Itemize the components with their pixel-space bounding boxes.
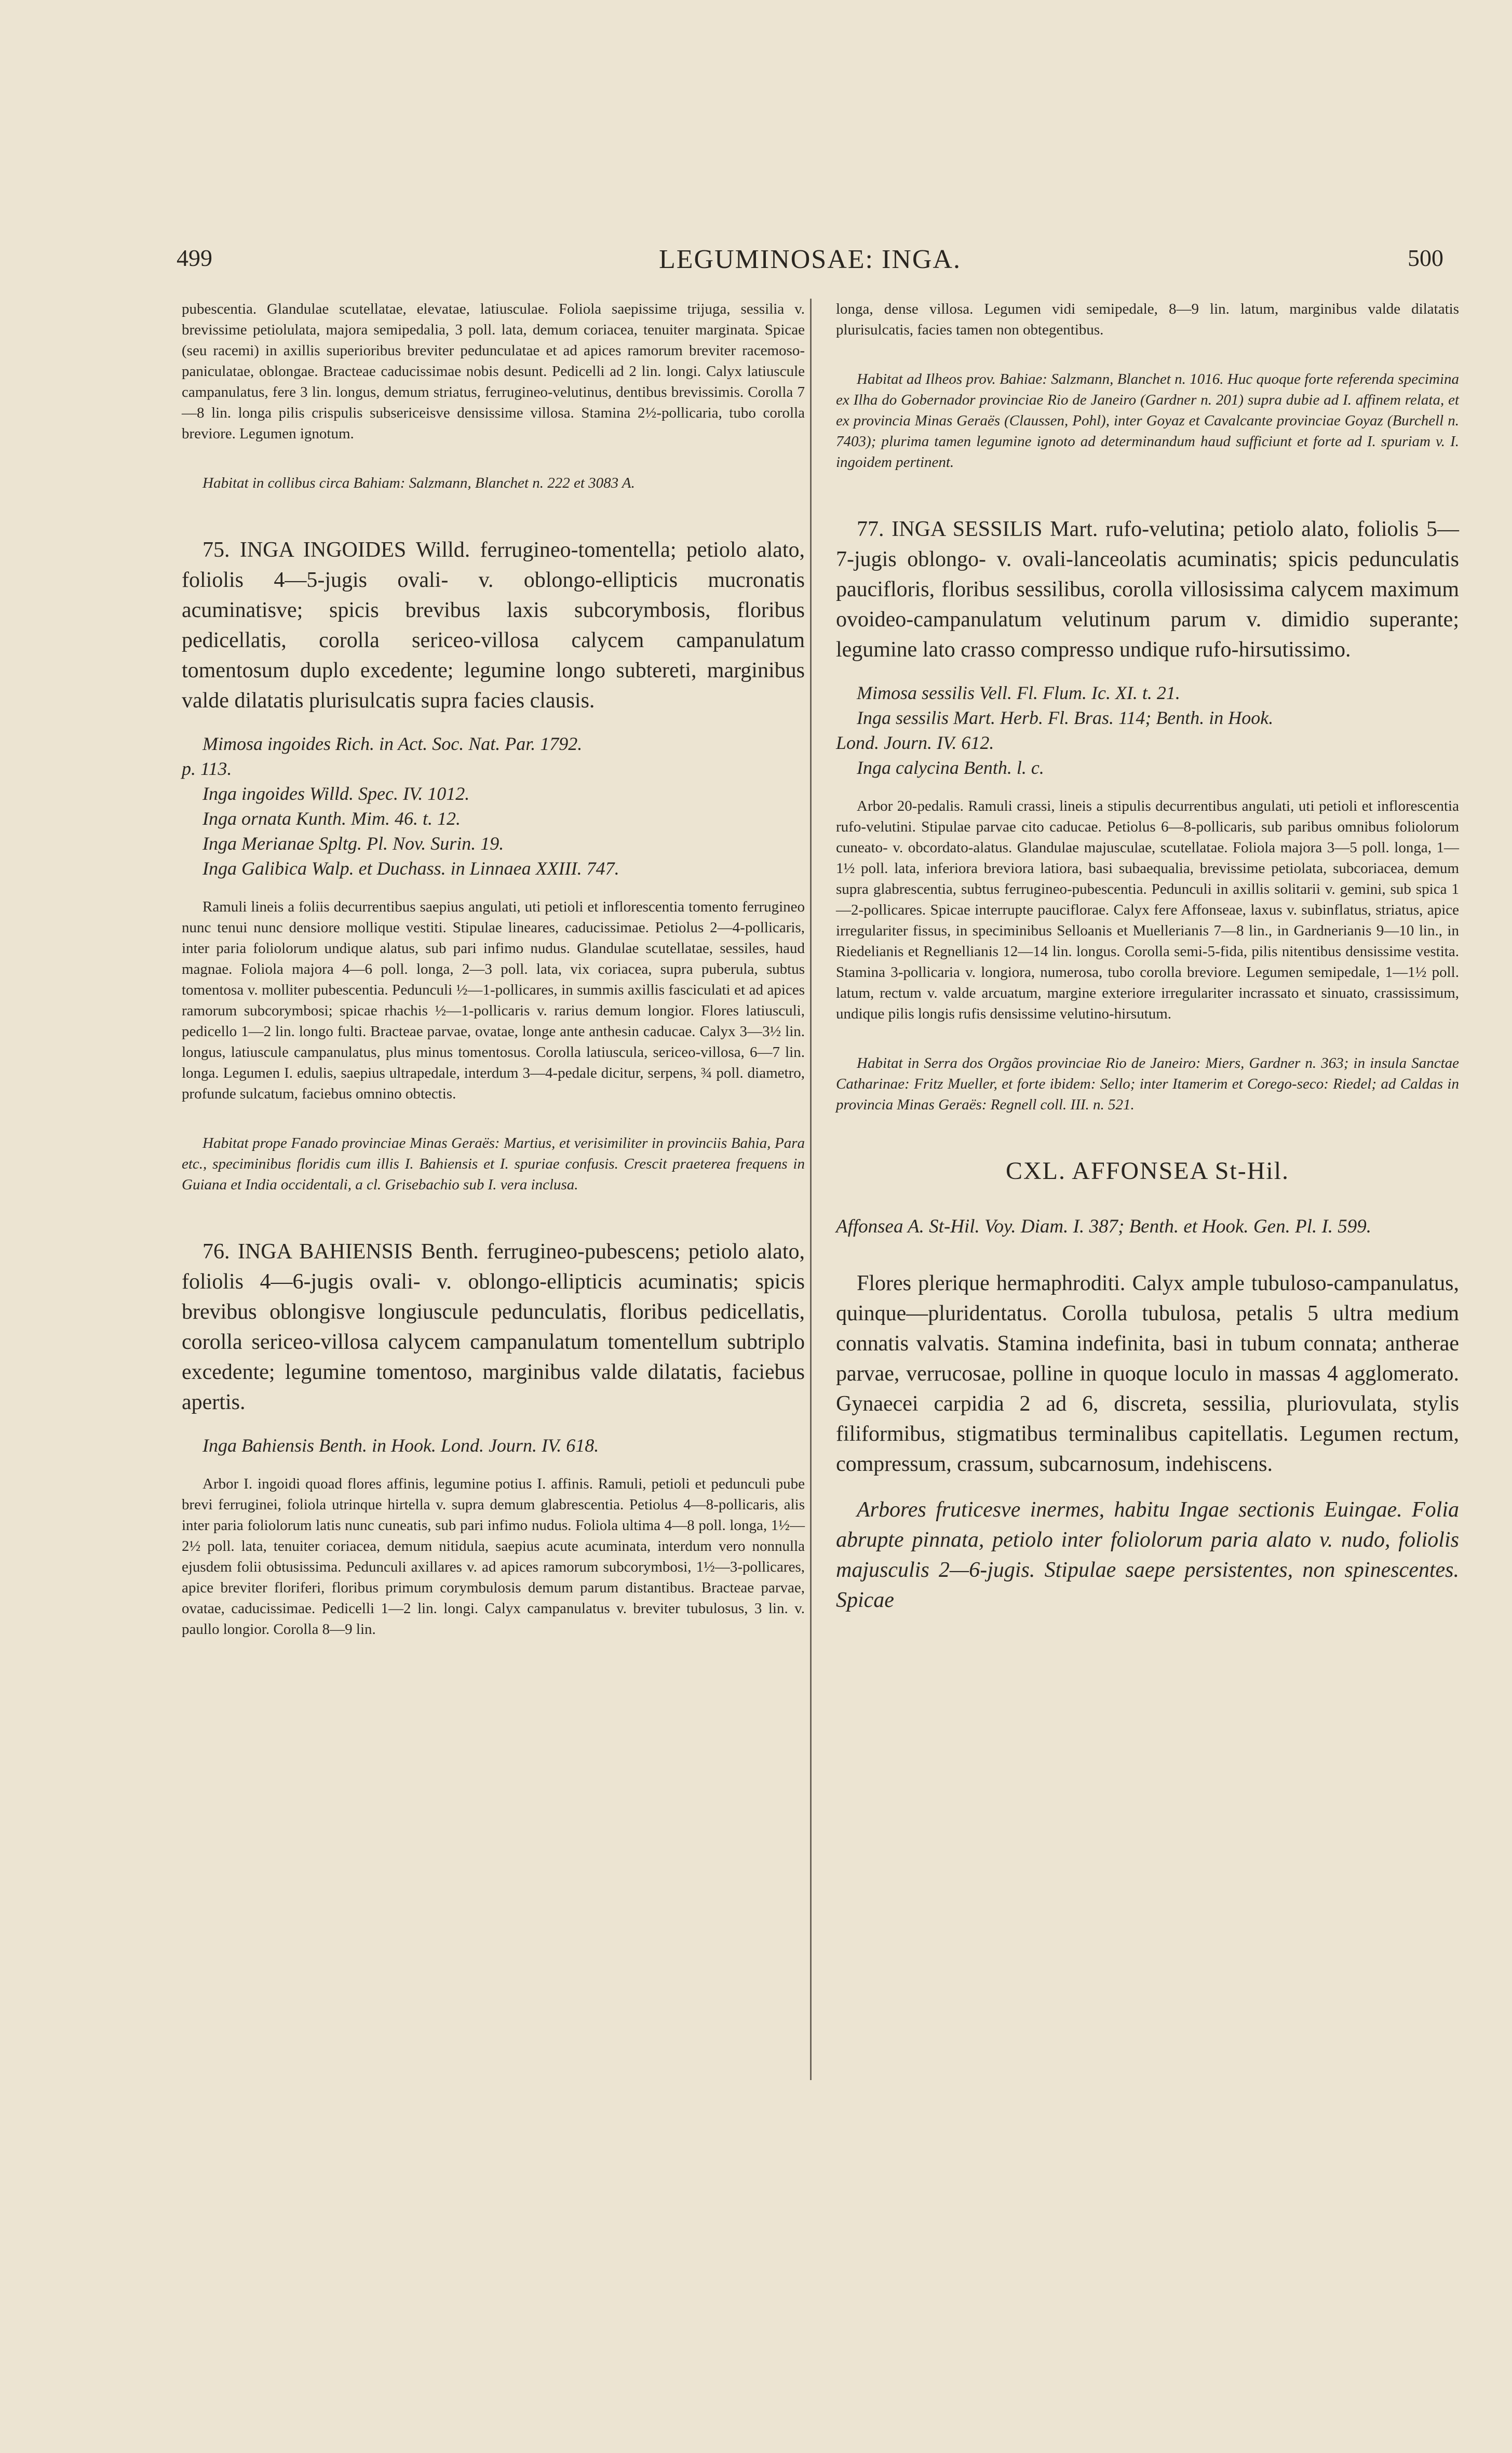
genus-habit: Arbores fruticesve inermes, habitu Ingae sectionis Euingae. Folia abrupte pinnata, petiolo inter foliolorum paria alato v. nudo, foliolis majusculis 2—6-jugis. Stipulae saepe persistentes, non spinescentes. Spicae (836, 1498, 1459, 1612)
right-continued-description: longa, dense villosa. Legumen vidi semipedale, 8—9 lin. latum, marginibus valde dilatatis plurisulcatis, facies tamen non obtegentibus. (836, 301, 1459, 338)
synonym-line: Inga ornata Kunth. Mim. 46. t. 12. (203, 808, 461, 829)
genus-description: Flores plerique hermaphroditi. Calyx ample tubuloso-campanulatus, quinque—pluridentatus. Corolla tubulosa, petalis 5 ultra medium connatis valvatis. Stamina indefinita, basi in tubum connata; antherae parvae, verrucosae, polline in quoque loculo in massas 4 agglomerato. Gynaecei carpidia 2 ad 6, discreta, sessilia, pluriovulata, stylis filiformibus, stigmatibus terminalibus capitellatis. Legumen rectum, compressum, crassum, subcarnosum, indehiscens. (836, 1271, 1459, 1476)
synonym-line: Inga Merianae Spltg. Pl. Nov. Surin. 19. (203, 833, 504, 854)
species-77-heading: 77. INGA SESSILIS Mart. rufo-velutina; petiolo alato, foliolis 5—7-jugis oblongo- v. ovali-lanceolatis acuminatis; spicis pedunculatis paucifloris, floribus sessilibus, corolla villosissima calycem maximum ovoideo-campanulatum velutinum parum v. dimidio superante; legumine lato crasso compresso undique rufo-hirsutissimo. (836, 517, 1459, 662)
species-77-synonyms (836, 680, 1459, 780)
species-75-habitat: Habitat prope Fanado provinciae Minas Geraës: Martius, et verisimiliter in provinciis Bahia, Para etc., speciminibus floridis cum illis I. Bahiensis et I. spuriae confusis. Crescit praeterea frequens in Guiana et India occidentali, a cl. Grisebachio sub I. vera inclusa. (182, 1135, 805, 1193)
page-number-left: 499 (177, 245, 212, 271)
left-column (182, 299, 805, 1640)
synonym-line: Inga ingoides Willd. Spec. IV. 1012. (203, 783, 470, 804)
species-75-heading: 75. INGA INGOIDES Willd. ferrugineo-tomentella; petiolo alato, foliolis 4—5-jugis ovali- v. oblongo-ellipticis mucronatis acuminatisve; spicis brevibus laxis subcorymbosis, floribus pedicellatis, corolla sericeo-villosa calycem campanulatum tomentosum duplo excedente; legumine longo subtereti, marginibus valde dilatatis plurisulcatis supra facies clausis. (182, 538, 805, 713)
species-76-description: Arbor I. ingoidi quoad flores affinis, legumine potius I. affinis. Ramuli, petioli et pedunculi pube brevi ferruginei, foliola utrinque hirtella v. supra demum glabrescentia. Petiolus 4—8-pollicaris, alis inter paria foliolorum latis nunc cuneatis, sub pari infimo nudus. Foliola ultima 4—8 poll. longa, 1½—2½ poll. lata, tenuiter coriacea, demum nitidula, saepius acute acuminata, interdum vero nonnulla ejusdem folii obtusissima. Pedunculi axillares v. ad apices ramorum subcorymbosi, 1½—3-pollicares, apice breviter floriferi, floribus primum corymbulosis demum parum distantibus. Bracteae parvae, ovatae, caducissimae. Pedicelli 1—2 lin. longi. Calyx campanulatus v. breviter tubulosus, 3 lin. v. paullo longior. Corolla 8—9 lin. (182, 1476, 805, 1638)
synonym-line: Inga sessilis Mart. Herb. Fl. Bras. 114; Benth. in Hook. (857, 707, 1274, 728)
species-77-habitat: Habitat in Serra dos Orgãos provinciae Rio de Janeiro: Miers, Gardner n. 363; in insula Sanctae Catharinae: Fritz Mueller, et forte ibidem: Sello; inter Itamerim et Corego-seco: Riedel; ad Caldas in provincia Minas Geraës: Regnell coll. III. n. 521. (836, 1055, 1459, 1113)
running-title: LEGUMINOSAE: INGA. (659, 245, 961, 274)
left-habitat-note: Habitat in collibus circa Bahiam: Salzmann, Blanchet n. 222 et 3083 A. (203, 475, 635, 491)
right-habitat-note: Habitat ad Ilheos prov. Bahiae: Salzmann, Blanchet n. 1016. Huc quoque forte referenda specimina ex Ilha do Gobernador provinciae Rio de Janeiro (Gardner n. 201) supra dubie ad I. affinem relata, et ex provincia Minas Geraës (Claussen, Pohl), inter Goyaz et Cavalcante provinciae Goyaz (Burchell n. 7403); plurima tamen legumine ignoto ad determinandum haud sufficiunt et forte ad I. spuriam v. I. ingoidem pertinent. (836, 371, 1459, 471)
species-77-description: Arbor 20-pedalis. Ramuli crassi, lineis a stipulis decurrentibus angulati, uti petioli et inflorescentia rufo-velutini. Stipulae parvae cito caducae. Petiolus 6—8-pollicaris, sub paribus omnibus foliolorum cuneato- v. obcordato-alatus. Glandulae majusculae, scutellatae. Foliola majora 3—5 poll. longa, 1—1½ poll. lata, inferiora breviora latiora, basi subaequalia, brevissime petiolata, subcoriacea, demum supra glabrescentia, subtus ferrugineo-pubescentia. Pedunculi in axillis solitarii v. gemini, sub spica 1—2-pollicares. Spicae interrupte pauciflorae. Calyx fere Affonseae, laxus v. subinflatus, striatus, apice irregulariter fissus, in speciminibus Selloanis et Muellerianis 7—8 lin., in Gardnerianis 9—10 lin., in Riedelianis et Regnellianis 12—14 lin. longus. Corolla semi-5-fida, pilis nitentibus densissime vestita. Stamina 3-pollicaria v. longiora, numerosa, tubo corolla breviore. Legumen semipedale, 1—1½ poll. latum, rectum v. valde arcuatum, margine exteriore irregulariter incrassato et sinuato, crassissimum, undique pilis longis rufis densissime velutino-hirsutum. (836, 798, 1459, 1022)
synonym-line: Inga Bahiensis Benth. in Hook. Lond. Journ. IV. 618. (203, 1435, 599, 1456)
synonym-line: Lond. Journ. IV. 612. (836, 732, 994, 753)
species-76-synonyms (182, 1433, 805, 1458)
species-75-synonyms (182, 731, 805, 881)
right-column (836, 299, 1459, 1615)
left-continued-description: pubescentia. Glandulae scutellatae, elevatae, latiusculae. Foliola saepissime trijuga, sessilia v. brevissime petiolulata, majora semipedalia, 3 poll. lata, demum coriacea, tenuiter marginata. Spicae (seu racemi) in axillis superioribus breviter pedunculatae et ad apices ramorum breviter racemoso-paniculatae, oblongae. Bracteae caducissimae nobis desunt. Pedicelli ad 2 lin. longi. Calyx latiuscule campanulatus, fere 3 lin. longus, demum striatus, ferrugineo-velutinus, dentibus brevissimis. Corolla 7—8 lin. longa pilis crispulis subsericeisve densissime villosa. Stamina 2½-pollicaria, tubo corolla breviore. Legumen ignotum. (182, 301, 805, 442)
synonym-line: Mimosa sessilis Vell. Fl. Flum. Ic. XI. t. 21. (857, 682, 1180, 703)
species-76-heading: 76. INGA BAHIENSIS Benth. ferrugineo-pubescens; petiolo alato, foliolis 4—6-jugis ovali- v. oblongo-ellipticis acuminatis; spicis brevibus oblongisve longiuscule pedunculatis, floribus pedicellatis, corolla sericeo-villosa calycem campanulatum tomentellum subtriplo excedente; legumine tomentoso, marginibus valde dilatatis, faciebus apertis. (182, 1240, 805, 1414)
page-header (177, 244, 1443, 291)
synonym-line: Mimosa ingoides Rich. in Act. Soc. Nat. Par. 1792. (203, 733, 583, 754)
genus-reference: Affonsea A. St-Hil. Voy. Diam. I. 387; Benth. et Hook. Gen. Pl. I. 599. (836, 1216, 1372, 1237)
synonym-line: Inga Galibica Walp. et Duchass. in Linnaea XXIII. 747. (203, 858, 619, 879)
species-75-description: Ramuli lineis a foliis decurrentibus saepius angulati, uti petioli et inflorescentia tomento ferrugineo nunc tenui nunc densiore mollique vestiti. Stipulae lineares, caducissimae. Petiolus 2—4-pollicaris, inter paria foliolorum undique alatus, sub pari infimo nudus. Glandulae scutellatae, sessiles, haud magnae. Foliola majora 4—6 poll. longa, 2—3 poll. lata, vix coriacea, supra puberula, subtus tomentosa v. molliter pubescentia. Pedunculi ½—1-pollicares, in summis axillis fasciculati et ad apices ramorum subcorymbosi; spicae rhachis ½—1-pollicaris v. rarius demum longior. Flores latiusculi, pedicello 1—2 lin. longo fulti. Bracteae parvae, ovatae, longe ante anthesin caducae. Calyx 3—3½ lin. longus, latiuscule campanulatus, plus minus tomentosus. Corolla latiuscula, sericeo-villosa, 6—7 lin. longa. Legumen I. edulis, saepius ultrapedale, interdum 3—4-pedale dicitur, serpens, ¾ poll. diametro, profunde sulcatum, faciebus omnino obtectis. (182, 899, 805, 1102)
genus-title: CXL. AFFONSEA St-Hil. (1005, 1157, 1290, 1185)
synonym-line: Inga calycina Benth. l. c. (857, 757, 1044, 778)
column-divider (810, 299, 812, 2080)
page-number-right: 500 (1408, 245, 1443, 271)
synonym-line: p. 113. (182, 758, 232, 779)
